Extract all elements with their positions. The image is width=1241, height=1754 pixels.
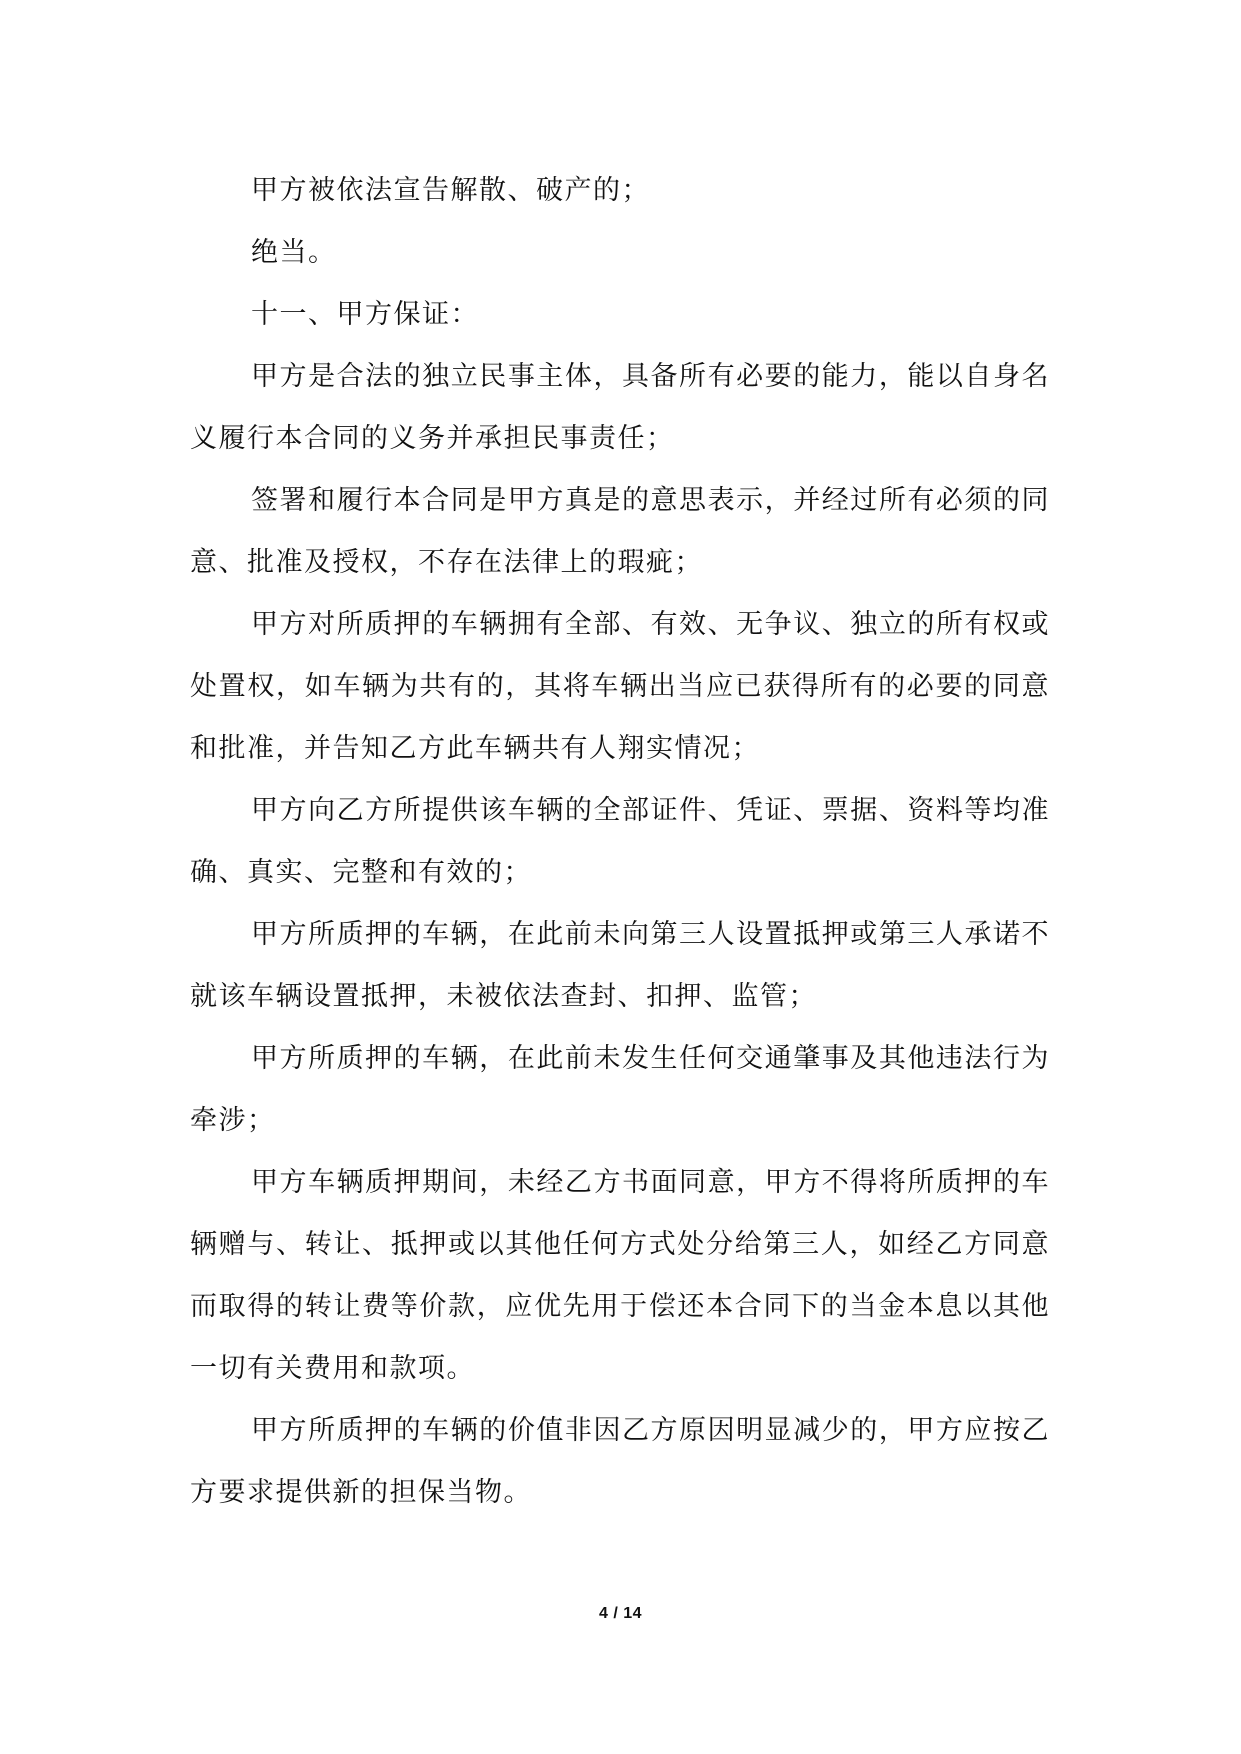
- paragraph-no-traffic-violations: 甲方所质押的车辆，在此前未发生任何交通肇事及其他违法行为牵涉；: [190, 1043, 1050, 1136]
- paragraph-no-prior-mortgage: 甲方所质押的车辆，在此前未向第三人设置抵押或第三人承诺不就该车辆设置抵押，未被依法查封、扣押、监管；: [190, 919, 1050, 1012]
- section-heading-party-a-warranties: 十一、甲方保证：: [251, 299, 479, 330]
- paragraph-forfeit: 绝当。: [251, 237, 337, 268]
- paragraph-dissolution-bankruptcy: 甲方被依法宣告解散、破产的；: [251, 175, 650, 206]
- paragraph-documents-valid: 甲方向乙方所提供该车辆的全部证件、凭证、票据、资料等均准确、真实、完整和有效的；: [190, 795, 1050, 888]
- paragraph-authorization: 签署和履行本合同是甲方真是的意思表示，并经过所有必须的同意、批准及授权，不存在法律上的瑕疵；: [190, 485, 1050, 578]
- paragraph-legal-entity: 甲方是合法的独立民事主体，具备所有必要的能力，能以自身名义履行本合同的义务并承担民事责任；: [190, 361, 1050, 454]
- paragraph-no-transfer: 甲方车辆质押期间，未经乙方书面同意，甲方不得将所质押的车辆赠与、转让、抵押或以其他任何方式处分给第三人，如经乙方同意而取得的转让费等价款，应优先用于偿还本合同下的当金本息以其他一切有关费用和款项。: [190, 1167, 1050, 1384]
- paragraph-new-guarantee: 甲方所质押的车辆的价值非因乙方原因明显减少的，甲方应按乙方要求提供新的担保当物。: [190, 1415, 1050, 1508]
- page-number: 4 / 14: [598, 1605, 643, 1622]
- paragraph-ownership: 甲方对所质押的车辆拥有全部、有效、无争议、独立的所有权或处置权，如车辆为共有的，其将车辆出当应已获得所有的必要的同意和批准，并告知乙方此车辆共有人翔实情况；: [190, 609, 1050, 764]
- document-body: [190, 160, 1050, 1524]
